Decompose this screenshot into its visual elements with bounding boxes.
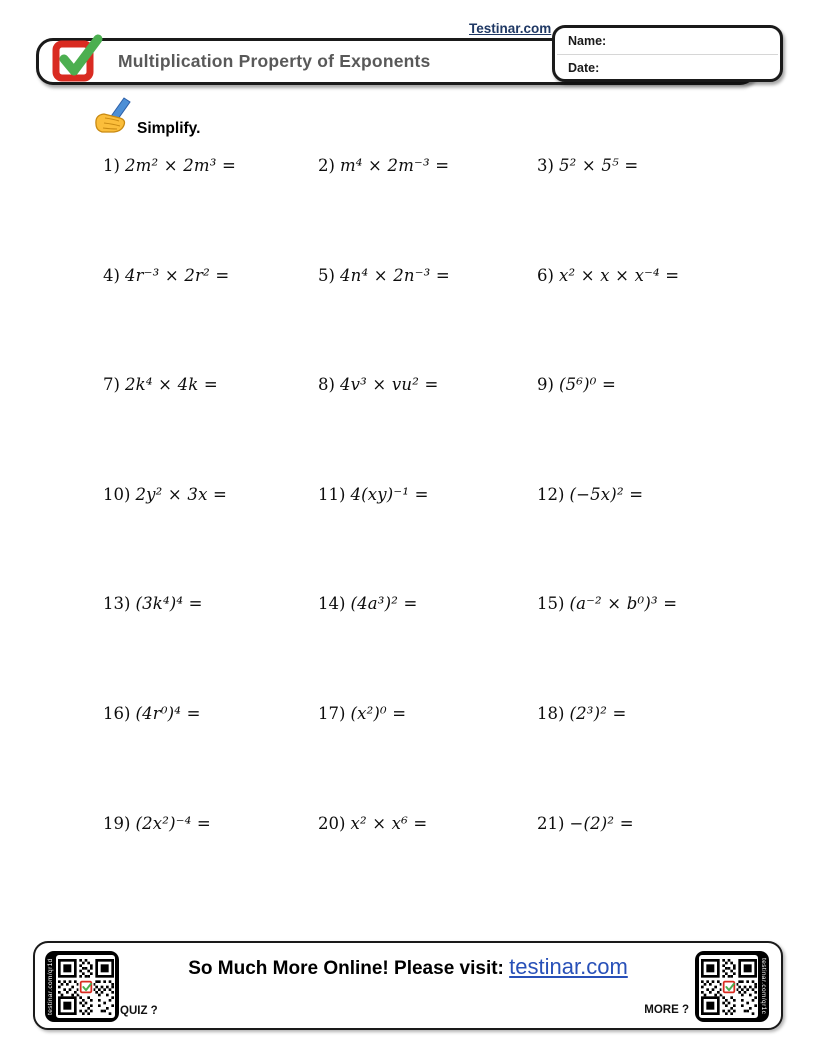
problem-number: 10) bbox=[103, 484, 131, 504]
problem-number: 13) bbox=[103, 594, 131, 614]
checkbox-logo-icon bbox=[49, 31, 105, 87]
problem-expression: 4v³ × vu² = bbox=[339, 375, 439, 395]
problem-expression: (a⁻² × b⁰)³ = bbox=[569, 594, 678, 614]
footer-message bbox=[35, 954, 781, 980]
problem-expression: 2m² × 2m³ = bbox=[124, 156, 237, 175]
name-label: Name: bbox=[568, 34, 607, 48]
problem-number: 2) bbox=[318, 156, 335, 175]
problem-expression: (x²)⁰ = bbox=[350, 703, 407, 723]
testinar-footer-link[interactable]: testinar.com bbox=[509, 954, 628, 979]
qr-caption-left: testinar.com/qr1d bbox=[47, 958, 54, 1015]
qr-image-right bbox=[699, 955, 758, 1018]
problem-2 bbox=[318, 150, 537, 260]
problem-expression: (4a³)² = bbox=[350, 594, 418, 614]
problem-expression: (2x²)⁻⁴ = bbox=[135, 813, 211, 833]
date-input-area[interactable] bbox=[599, 55, 767, 81]
problem-3 bbox=[537, 150, 777, 260]
problem-7 bbox=[103, 369, 318, 479]
page-title: Multiplication Property of Exponents bbox=[118, 51, 431, 71]
problem-15 bbox=[537, 588, 777, 698]
instruction-row bbox=[93, 97, 200, 139]
date-label: Date: bbox=[568, 61, 600, 75]
problem-20 bbox=[318, 808, 537, 918]
problem-expression: (−5x)² = bbox=[569, 484, 644, 504]
problem-expression: (4r⁰)⁴ = bbox=[135, 703, 201, 723]
problem-expression: 4n⁴ × 2n⁻³ = bbox=[339, 265, 450, 285]
problem-9 bbox=[537, 369, 777, 479]
problem-5 bbox=[318, 260, 537, 370]
problem-12 bbox=[537, 479, 777, 589]
problem-14 bbox=[318, 588, 537, 698]
problem-expression: (2³)² = bbox=[569, 703, 627, 723]
problem-number: 21) bbox=[537, 813, 565, 833]
testinar-site-link[interactable]: Testinar.com bbox=[469, 21, 552, 36]
problem-number: 5) bbox=[318, 265, 335, 285]
quiz-label: QUIZ ? bbox=[120, 1005, 158, 1017]
problem-expression: 2k⁴ × 4k = bbox=[124, 375, 218, 395]
problem-expression: 2y² × 3x = bbox=[135, 484, 228, 504]
problem-number: 15) bbox=[537, 594, 565, 614]
problem-number: 11) bbox=[318, 484, 346, 504]
problem-number: 3) bbox=[537, 156, 554, 175]
problem-number: 8) bbox=[318, 375, 335, 395]
problem-expression: x² × x × x⁻⁴ = bbox=[558, 265, 680, 285]
problem-number: 12) bbox=[537, 484, 565, 504]
problem-21 bbox=[537, 808, 777, 918]
problem-number: 14) bbox=[318, 594, 346, 614]
name-input-area[interactable] bbox=[606, 28, 767, 54]
problem-number: 16) bbox=[103, 703, 131, 723]
problem-4 bbox=[103, 260, 318, 370]
problem-expression: x² × x⁶ = bbox=[350, 813, 428, 833]
writing-hand-icon bbox=[93, 97, 141, 139]
date-field-row bbox=[555, 55, 780, 81]
problem-expression: 5² × 5⁵ = bbox=[558, 156, 639, 175]
problem-19 bbox=[103, 808, 318, 918]
footer-bar bbox=[33, 941, 783, 1030]
problem-number: 6) bbox=[537, 265, 554, 285]
problems-grid bbox=[103, 150, 777, 917]
problem-1 bbox=[103, 150, 318, 260]
qr-caption-right: testinar.com/qr1c bbox=[760, 958, 767, 1015]
problem-expression: (5⁶)⁰ = bbox=[558, 375, 617, 395]
more-label: MORE ? bbox=[644, 1004, 689, 1016]
problem-6 bbox=[537, 260, 777, 370]
problem-8 bbox=[318, 369, 537, 479]
problem-expression: (3k⁴)⁴ = bbox=[135, 594, 203, 614]
problem-18 bbox=[537, 698, 777, 808]
name-date-box bbox=[552, 25, 783, 82]
footer-message-text: So Much More Online! Please visit: bbox=[188, 958, 510, 979]
problem-13 bbox=[103, 588, 318, 698]
name-field-row bbox=[555, 28, 780, 54]
problem-11 bbox=[318, 479, 537, 589]
problem-number: 9) bbox=[537, 375, 554, 395]
problem-number: 18) bbox=[537, 703, 565, 723]
problem-number: 1) bbox=[103, 156, 120, 175]
problem-expression: 4(xy)⁻¹ = bbox=[350, 484, 429, 504]
problem-10 bbox=[103, 479, 318, 589]
problem-17 bbox=[318, 698, 537, 808]
problem-expression: m⁴ × 2m⁻³ = bbox=[339, 156, 450, 175]
problem-number: 20) bbox=[318, 813, 346, 833]
problem-expression: 4r⁻³ × 2r² = bbox=[124, 265, 230, 285]
problem-number: 4) bbox=[103, 265, 120, 285]
problem-number: 19) bbox=[103, 813, 131, 833]
problem-16 bbox=[103, 698, 318, 808]
instruction-label: Simplify. bbox=[137, 120, 201, 137]
qr-code-more bbox=[695, 951, 769, 1022]
problem-expression: −(2)² = bbox=[569, 813, 634, 833]
problem-number: 17) bbox=[318, 703, 346, 723]
problem-number: 7) bbox=[103, 375, 120, 395]
